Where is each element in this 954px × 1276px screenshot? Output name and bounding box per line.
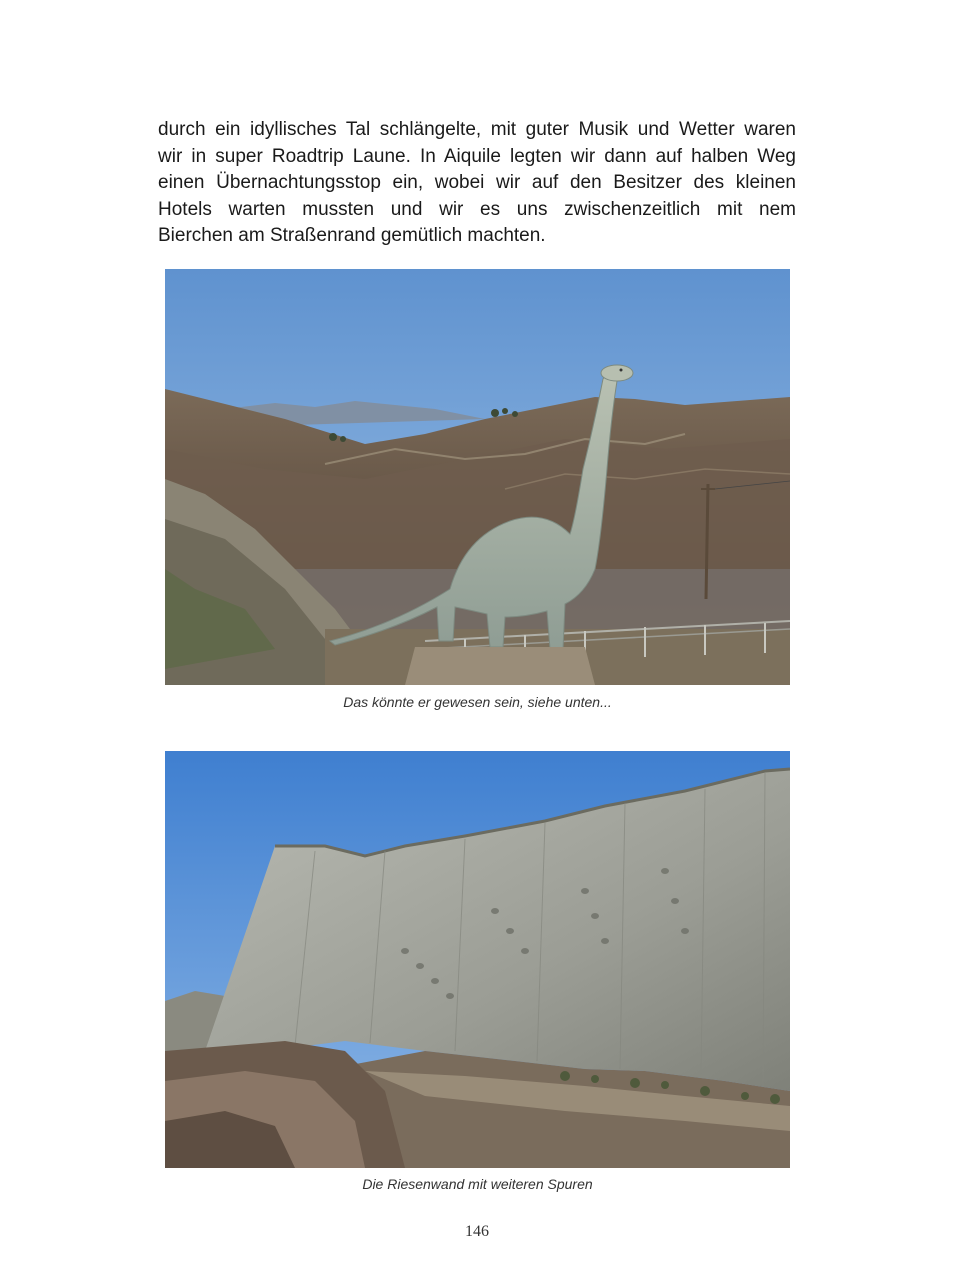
figure-caption: Das könnte er gewesen sein, siehe unten... <box>343 694 612 710</box>
figure-caption: Die Riesenwand mit weiteren Spuren <box>362 1176 593 1192</box>
paragraph-line: Bierchen am Straßenrand gemütlich machten. <box>158 225 546 247</box>
dinosaur-statue-photo <box>165 269 790 685</box>
page-number: 146 <box>465 1223 489 1240</box>
paragraph-line: durch ein idyllisches Tal schlängelte, mit guter Musik und Wetter waren <box>158 119 796 140</box>
paragraph-line: Hotels warten mussten und wir es uns zwischenzeitlich mit nem <box>158 198 796 220</box>
dinosaur-track-wall-photo <box>165 751 790 1168</box>
paragraph-line: einen Übernachtungsstop ein, wobei wir auf den Besitzer des kleinen <box>158 172 796 194</box>
paragraph-line: wir in super Roadtrip Laune. In Aiquile legten wir dann auf halben Weg <box>158 145 796 167</box>
body-paragraph <box>158 117 796 250</box>
